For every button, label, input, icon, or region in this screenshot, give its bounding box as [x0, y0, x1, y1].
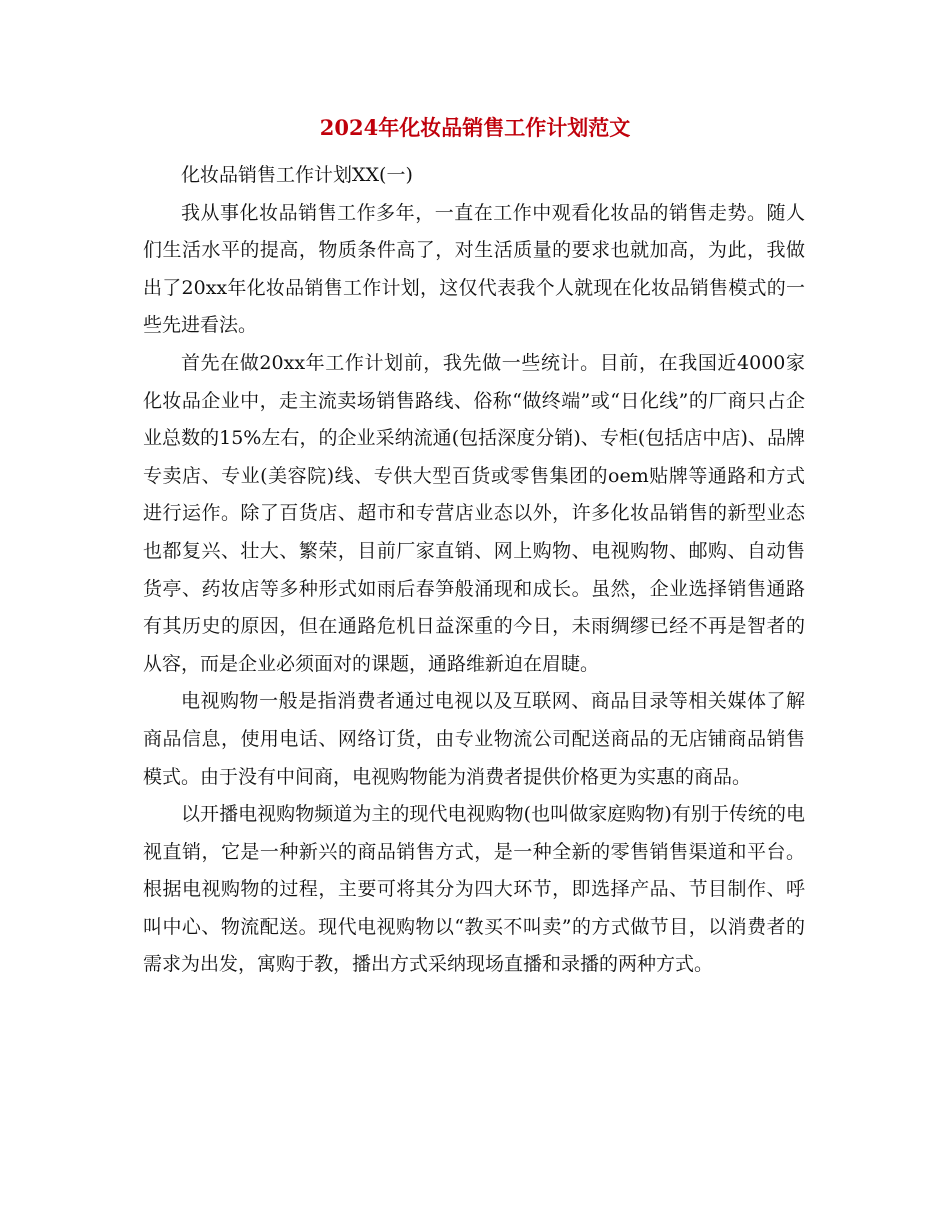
document-body — [143, 157, 805, 984]
paragraph-tv-shopping-modern: 以开播电视购物频道为主的现代电视购物(也叫做家庭购物)有别于传统的电视直销，它是一种新兴的商品销售方式，是一种全新的零售销售渠道和平台。根据电视购物的过程，主要可将其分为四大环节，即选择产品、节目制作、呼叫中心、物流配送。现代电视购物以“教买不叫卖”的方式做节目，以消费者的需求为出发，寓购于教，播出方式采纳现场直播和录播的两种方式。 — [143, 803, 805, 976]
document-title: 2024年化妆品销售工作计划范文 — [319, 115, 631, 140]
paragraph-tv-shopping-definition: 电视购物一般是指消费者通过电视以及互联网、商品目录等相关媒体了解商品信息，使用电话、网络订货，由专业物流公司配送商品的无店铺商品销售模式。由于没有中间商，电视购物能为消费者提供价格更为实惠的商品。 — [143, 690, 805, 788]
paragraph-intro: 我从事化妆品销售工作多年，一直在工作中观看化妆品的销售走势。随人们生活水平的提高，物质条件高了，对生活质量的要求也就加高，为此，我做出了20xx年化妆品销售工作计划，这仅代表我个人就现在化妆品销售模式的一些先进看法。 — [143, 201, 805, 337]
paragraph-statistics: 首先在做20xx年工作计划前，我先做一些统计。目前，在我国近4000家化妆品企业中，走主流卖场销售路线、俗称“做终端”或“日化线”的厂商只占企业总数的15%左右，的企业采纳流通(包括深度分销)、专柜(包括店中店)、品牌专卖店、专业(美容院)线、专供大型百货或零售集团的oem贴牌等通路和方式进行运作。除了百货店、超市和专营店业态以外，许多化妆品销售的新型业态也都复兴、壮大、繁荣，目前厂家直销、网上购物、电视购物、邮购、自动售货亭、药妆店等多种形式如雨后春笋般涌现和成长。虽然，企业选择销售通路有其历史的原因，但在通路危机日益深重的今日，未雨绸缪已经不再是智者的从容，而是企业必须面对的课题，通路维新迫在眉睫。 — [143, 351, 805, 675]
section-heading: 化妆品销售工作计划XX(一) — [181, 164, 413, 186]
